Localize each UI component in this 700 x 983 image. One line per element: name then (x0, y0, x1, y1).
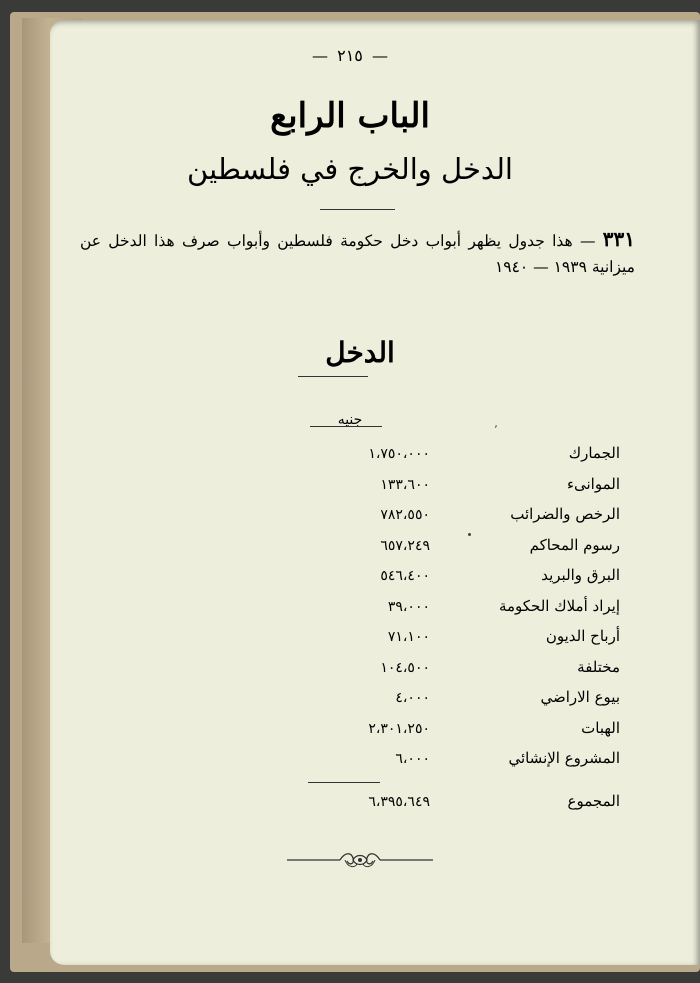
row-amount: ٢،٣٠١،٢٥٠ (368, 720, 430, 737)
intro-paragraph (80, 226, 635, 280)
ornament-divider (285, 848, 435, 872)
table-row (300, 536, 620, 567)
row-label: البرق والبريد (541, 566, 620, 584)
row-amount: ٤،٠٠٠ (395, 690, 430, 706)
table-row (300, 719, 620, 750)
row-amount: ٧٨٢،٥٥٠ (380, 507, 430, 523)
row-label: بيوع الاراضي (540, 688, 620, 706)
total-row (300, 792, 620, 818)
row-amount: ٦٥٧،٢٤٩ (380, 537, 430, 554)
row-label: مختلفة (577, 657, 620, 676)
row-label: رسوم المحاكم (529, 535, 620, 554)
chapter-title: الباب الرابع (270, 96, 430, 136)
page-number-value: ٢١٥ (337, 46, 363, 65)
column-header: جنيه (337, 412, 363, 428)
table-row (300, 475, 620, 506)
row-amount: ٥٤٦،٤٠٠ (380, 568, 430, 584)
total-amount: ٦،٣٩٥،٦٤٩ (368, 794, 430, 810)
row-label: أرباح الديون (545, 627, 620, 645)
row-amount: ٦،٠٠٠ (395, 751, 430, 767)
row-label: الجمارك (568, 444, 620, 462)
table-row (300, 566, 620, 597)
revenue-table (300, 444, 620, 780)
title-divider (320, 209, 395, 210)
row-amount: ١٣٣،٦٠٠ (380, 476, 430, 493)
row-label: إيراد أملاك الحكومة (498, 596, 620, 615)
table-row (300, 688, 620, 719)
table-row (300, 505, 620, 536)
table-row (300, 627, 620, 658)
stray-mark: ٬ (494, 423, 498, 437)
page-number (0, 46, 700, 65)
row-label: الرخص والضرائب (510, 505, 620, 523)
row-label: الموانىء (566, 474, 620, 493)
table-row (300, 658, 620, 689)
total-divider (308, 782, 380, 783)
ink-dot (468, 533, 471, 536)
row-amount: ١،٧٥٠،٠٠٠ (368, 446, 430, 462)
total-label: المجموع (567, 792, 620, 810)
column-header-divider (310, 426, 382, 427)
table-row (300, 597, 620, 628)
intro-text: — هذا جدول يظهر أبواب دخل حكومة فلسطين وأبواب صرف هذا الدخل عن ميزانية ١٩٣٩ — ١٩٤٠ (80, 232, 635, 276)
chapter-subtitle: الدخل والخرج في فلسطين (187, 152, 513, 186)
page-number-dash-right: — (371, 46, 388, 65)
row-amount: ٧١،١٠٠ (387, 629, 430, 645)
paragraph-number: ٣٣١ (602, 227, 635, 251)
table-row (300, 749, 620, 780)
page-number-dash-left: — (312, 46, 329, 65)
section-divider (298, 376, 368, 377)
row-label: الهبات (581, 718, 620, 737)
table-row (300, 444, 620, 475)
row-amount: ١٠٤،٥٠٠ (380, 659, 430, 676)
row-label: المشروع الإنشائي (508, 749, 620, 767)
row-amount: ٣٩،٠٠٠ (387, 598, 430, 615)
section-title: الدخل (325, 336, 395, 369)
